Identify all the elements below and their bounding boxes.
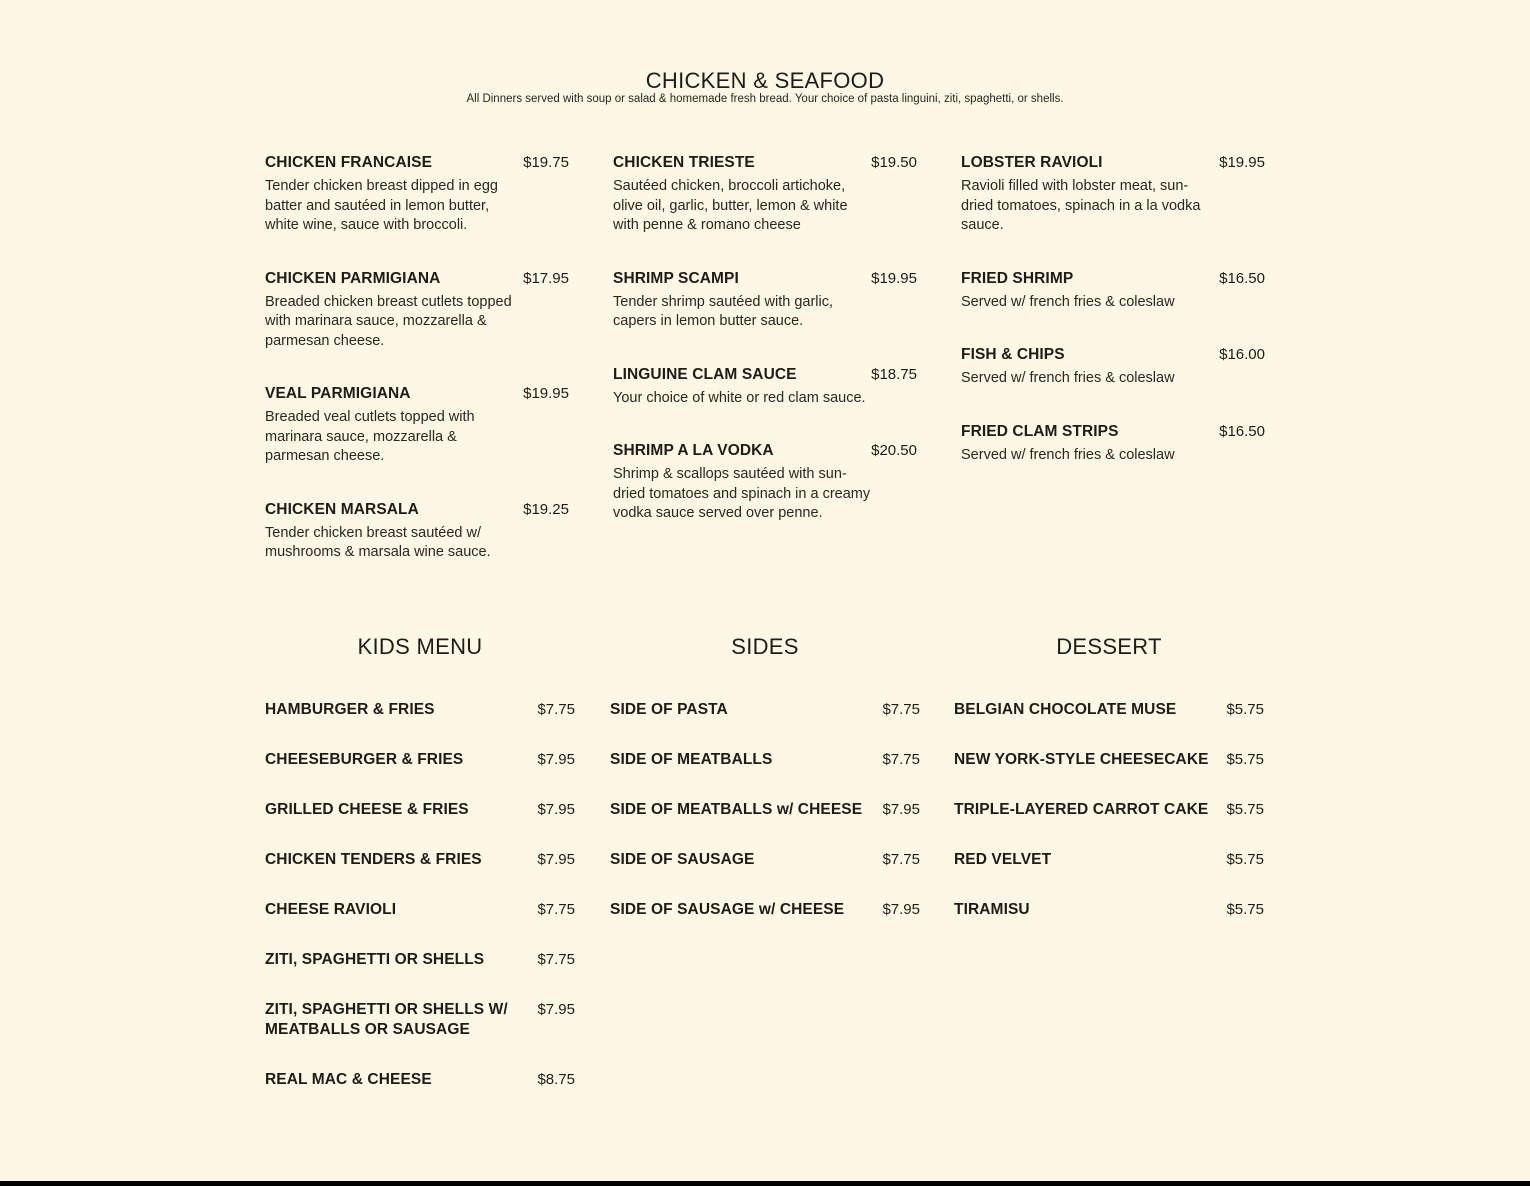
menu-item	[954, 800, 1264, 820]
menu-item-name: CHEESEBURGER & FRIES	[265, 751, 464, 768]
menu-item-name: CHICKEN PARMIGIANA	[265, 269, 441, 287]
menu-item-price: $19.75	[523, 154, 569, 171]
chicken-seafood-column-2	[613, 153, 917, 557]
menu-item	[613, 365, 917, 409]
menu-item	[613, 153, 917, 236]
menu-item-name: LOBSTER RAVIOLI	[961, 154, 1103, 171]
menu-item-price: $7.95	[537, 801, 575, 818]
menu-item-name: SIDE OF PASTA	[610, 701, 728, 718]
menu-item-price: $7.95	[537, 751, 575, 768]
menu-item-description: Sautéed chicken, broccoli artichoke, olive oil, garlic, butter, lemon & white with penne & romano cheese	[613, 178, 848, 233]
sides-title: SIDES	[731, 634, 799, 659]
menu-item-name: VEAL PARMIGIANA	[265, 385, 411, 402]
menu-item	[265, 153, 569, 236]
menu-item-price: $7.95	[537, 851, 575, 868]
menu-item-price: $5.75	[1226, 751, 1264, 768]
menu-item-name: SIDE OF SAUSAGE	[610, 851, 755, 868]
menu-item	[265, 1000, 575, 1040]
menu-item	[610, 750, 920, 770]
menu-item-name: NEW YORK-STYLE CHEESECAKE	[954, 751, 1209, 768]
menu-item-price: $20.50	[871, 442, 917, 459]
menu-item-description: Served w/ french fries & coleslaw	[961, 446, 1175, 463]
menu-item	[961, 269, 1265, 313]
menu-item-price: $7.95	[537, 1001, 575, 1018]
dessert-title: DESSERT	[1056, 634, 1162, 659]
menu-item-name: HAMBURGER & FRIES	[265, 701, 435, 718]
chicken-seafood-column-1	[265, 153, 569, 596]
menu-item-description: Served w/ french fries & coleslaw	[961, 370, 1175, 386]
menu-item-name: FISH & CHIPS	[961, 346, 1065, 363]
menu-item-description: Tender chicken breast sautéed w/ mushrooms & marsala wine sauce.	[265, 524, 491, 560]
menu-item-name: REAL MAC & CHEESE	[265, 1071, 432, 1088]
menu-item	[265, 384, 569, 467]
menu-item-name: TIRAMISU	[954, 901, 1030, 918]
chicken-seafood-subtitle: All Dinners served with soup or salad & homemade fresh bread. Your choice of pasta linguini, ziti, spaghetti, or shells.	[466, 93, 1064, 105]
menu-item-price: $16.50	[1219, 422, 1265, 440]
menu-item-price: $19.95	[871, 269, 917, 287]
menu-item	[265, 1070, 575, 1090]
menu-item-price: $7.75	[537, 951, 575, 968]
menu-item-price: $19.95	[1219, 154, 1265, 171]
menu-item-name: SIDE OF MEATBALLS w/ CHEESE	[610, 801, 863, 818]
menu-item-description: Breaded chicken breast cutlets topped with marinara sauce, mozzarella & parmesan cheese.	[265, 293, 512, 349]
menu-item	[954, 700, 1264, 720]
menu-item-description: Shrimp & scallops sautéed with sun-dried tomatoes and spinach in a creamy vodka sauce served over penne.	[613, 466, 871, 521]
menu-item-price: $7.95	[882, 801, 920, 818]
menu-item-price: $18.75	[871, 365, 917, 383]
menu-item-name: BELGIAN CHOCOLATE MUSE	[954, 701, 1177, 718]
menu-item-name: GRILLED CHEESE & FRIES	[265, 801, 469, 818]
menu-item-description: Ravioli filled with lobster meat, sun-dried tomatoes, spinach in a la vodka sauce.	[961, 178, 1201, 233]
menu-item-price: $7.95	[882, 901, 920, 918]
menu-item	[613, 441, 917, 524]
menu-item	[265, 500, 569, 563]
menu-item	[265, 800, 575, 820]
menu-item-name: SIDE OF SAUSAGE w/ CHEESE	[610, 901, 845, 918]
menu-item	[265, 269, 569, 352]
menu-item-name: CHICKEN FRANCAISE	[265, 154, 433, 171]
menu-item-price: $5.75	[1226, 851, 1264, 868]
menu-item-name: CHICKEN MARSALA	[265, 500, 419, 518]
menu-item-price: $16.00	[1219, 346, 1265, 363]
menu-item-price: $19.95	[523, 385, 569, 402]
menu-item-price: $5.75	[1226, 701, 1264, 718]
menu-item-price: $7.75	[537, 701, 575, 718]
kids-menu-title: KIDS MENU	[357, 634, 483, 659]
menu-item-name: CHICKEN TRIESTE	[613, 154, 755, 171]
dessert-list	[954, 700, 1264, 950]
menu-item	[954, 900, 1264, 920]
menu-item-price: $8.75	[537, 1071, 575, 1088]
menu-item	[610, 900, 920, 920]
menu-item-name: CHEESE RAVIOLI	[265, 901, 397, 918]
menu-item-name: SHRIMP A LA VODKA	[613, 442, 774, 459]
menu-item	[954, 850, 1264, 870]
menu-item-price: $19.25	[523, 500, 569, 518]
menu-item-description: Tender shrimp sautéed with garlic, capers in lemon butter sauce.	[613, 293, 834, 329]
chicken-seafood-column-3	[961, 153, 1265, 498]
menu-item-name: ZITI, SPAGHETTI OR SHELLS	[265, 951, 485, 968]
menu-item-price: $7.75	[882, 701, 920, 718]
menu-item	[961, 153, 1265, 236]
menu-item-description: Served w/ french fries & coleslaw	[961, 293, 1175, 310]
menu-item	[961, 422, 1265, 466]
menu-item-name: FRIED SHRIMP	[961, 269, 1074, 287]
menu-item	[265, 750, 575, 770]
menu-item-name: SHRIMP SCAMPI	[613, 269, 739, 287]
menu-item-price: $5.75	[1226, 901, 1264, 918]
kids-menu-list	[265, 700, 575, 1120]
menu-item-name: LINGUINE CLAM SAUCE	[613, 365, 797, 383]
menu-item	[610, 800, 920, 820]
menu-item-price: $5.75	[1226, 801, 1264, 818]
chicken-seafood-title: CHICKEN & SEAFOOD	[645, 68, 885, 93]
menu-item	[265, 700, 575, 720]
menu-item-name: FRIED CLAM STRIPS	[961, 422, 1119, 440]
bottom-divider	[0, 1181, 1530, 1186]
menu-item-price: $16.50	[1219, 269, 1265, 287]
menu-item-description: Tender chicken breast dipped in egg batter and sautéed in lemon butter, white wine, sauce with broccoli.	[265, 178, 498, 233]
menu-item	[954, 750, 1264, 770]
menu-item-name: SIDE OF MEATBALLS	[610, 751, 773, 768]
menu-item	[265, 950, 575, 970]
menu-item	[265, 900, 575, 920]
menu-item-description: Your choice of white or red clam sauce.	[613, 389, 866, 406]
menu-item	[961, 345, 1265, 389]
menu-item-description: Breaded veal cutlets topped with marinara sauce, mozzarella & parmesan cheese.	[265, 409, 475, 464]
menu-item	[610, 700, 920, 720]
menu-item-price: $19.50	[871, 154, 917, 171]
menu-item-price: $7.75	[537, 901, 575, 918]
menu-item	[613, 269, 917, 332]
menu-item-price: $7.75	[882, 751, 920, 768]
menu-item-price: $17.95	[523, 269, 569, 287]
menu-item-name: ZITI, SPAGHETTI OR SHELLS W/ MEATBALLS OR SAUSAGE	[265, 1001, 508, 1038]
menu-item-price: $7.75	[882, 851, 920, 868]
menu-item	[265, 850, 575, 870]
menu-item-name: CHICKEN TENDERS & FRIES	[265, 851, 482, 868]
menu-item	[610, 850, 920, 870]
menu-item-name: TRIPLE-LAYERED CARROT CAKE	[954, 801, 1209, 818]
menu-item-name: RED VELVET	[954, 851, 1052, 868]
sides-list	[610, 700, 920, 950]
